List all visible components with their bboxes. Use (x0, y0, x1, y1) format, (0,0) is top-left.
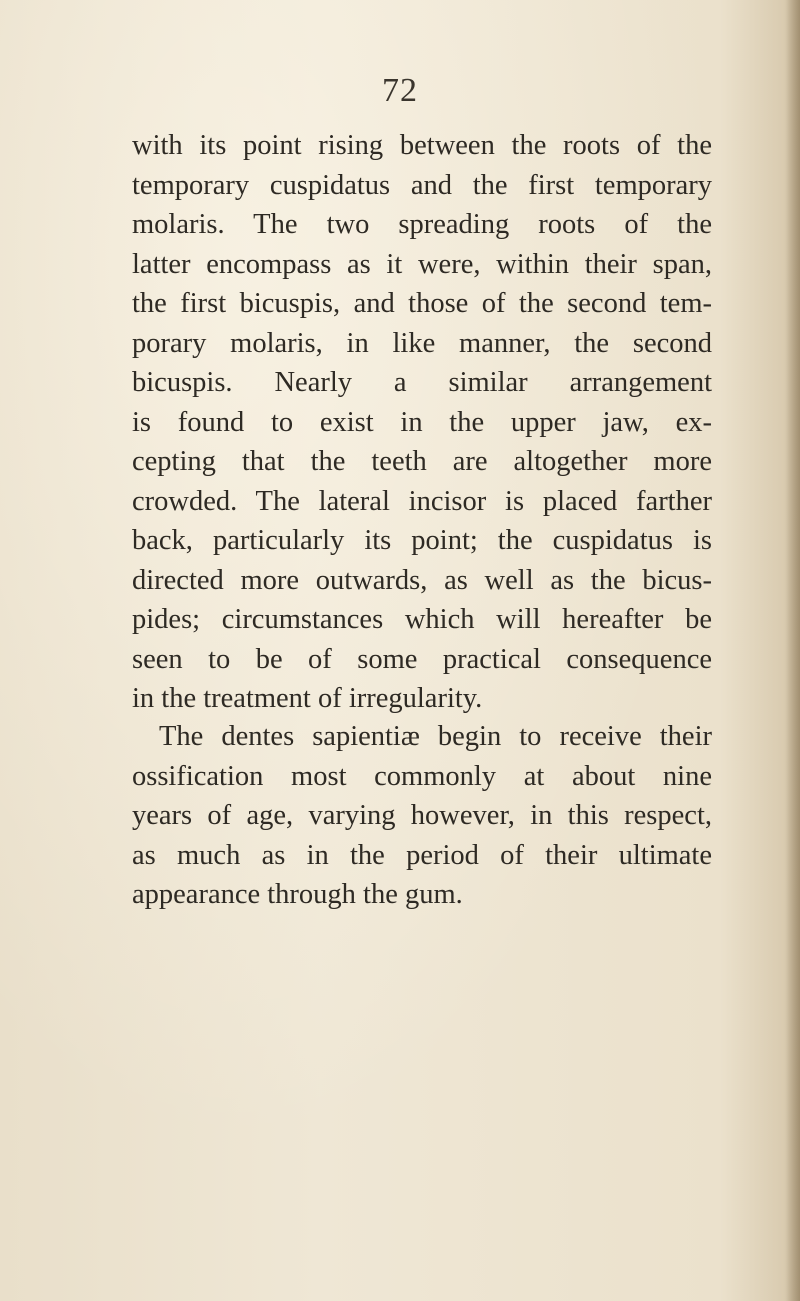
paragraph-1 (132, 126, 712, 719)
text-line: crowded. The lateral incisor is placed farther (132, 485, 712, 517)
page-edge-shadow (786, 0, 800, 1301)
text-line: the first bicuspis, and those of the second tem- (132, 288, 712, 319)
text-line: molaris. The two spreading roots of the (132, 209, 712, 240)
text-line: is found to exist in the upper jaw, ex- (132, 406, 712, 438)
text-line: ossification most commonly at about nine (132, 760, 712, 792)
text-line: in the treatment of irregularity. (132, 683, 483, 714)
text-line: The dentes sapientiæ begin to receive their (159, 721, 712, 752)
text-line: appearance through the gum. (132, 879, 463, 910)
text-line: back, particularly its point; the cuspidatus is (132, 525, 712, 556)
text-line: bicuspis. Nearly a similar arrangement (132, 367, 712, 398)
text-line: porary molaris, in like manner, the second (132, 327, 712, 359)
text-line: temporary cuspidatus and the first temporary (132, 169, 712, 201)
text-line: with its point rising between the roots of the (132, 130, 712, 161)
page-number: 72 (382, 72, 418, 109)
text-line: pides; circumstances which will hereafter be (132, 604, 712, 635)
text-line: cepting that the teeth are altogether more (132, 446, 712, 477)
text-line: as much as in the period of their ultimate (132, 839, 712, 871)
text-line: years of age, varying however, in this respect, (132, 800, 712, 831)
text-line: seen to be of some practical consequence (132, 643, 712, 675)
text-line: latter encompass as it were, within their span, (132, 248, 712, 280)
paragraph-2 (132, 717, 712, 915)
text-line: directed more outwards, as well as the bicus- (132, 564, 712, 596)
